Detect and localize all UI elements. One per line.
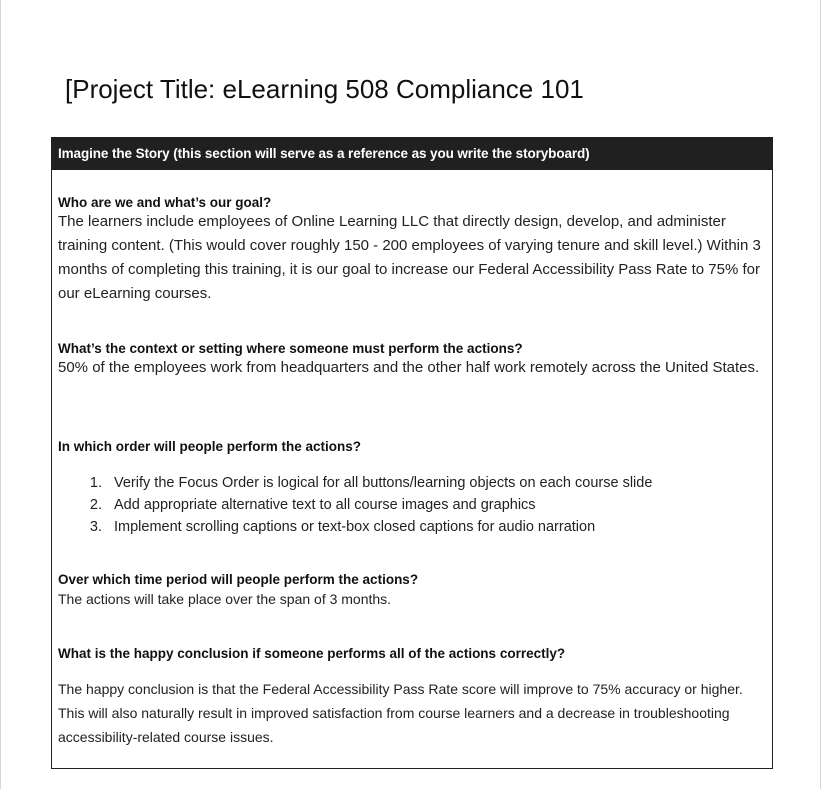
question-heading: What’s the context or setting where someone must perform the actions? (58, 341, 523, 356)
list-item: 2. Add appropriate alternative text to all course images and graphics (106, 494, 766, 516)
section-order (58, 439, 766, 538)
answer-text: The happy conclusion is that the Federal Accessibility Pass Rate score will improve to 75% accuracy or higher. This will also naturally result in improved satisfaction from course learners and a decrease in troubleshooting accessibility-related course issues. (58, 681, 743, 745)
question-heading: Who are we and what’s our goal? (58, 195, 272, 210)
section-time-period (58, 572, 766, 611)
answer-text: The actions will take place over the span of 3 months. (58, 591, 392, 607)
section-context (58, 341, 766, 380)
section-who-and-goal (58, 195, 766, 306)
actions-list (58, 472, 766, 538)
list-item: 1. Verify the Focus Order is logical for all buttons/learning objects on each course slide (106, 472, 766, 494)
question-heading: Over which time period will people perform the actions? (58, 572, 419, 587)
list-item: 3. Implement scrolling captions or text-box closed captions for audio narration (106, 516, 766, 538)
question-heading: In which order will people perform the actions? (58, 439, 362, 454)
story-table (51, 137, 773, 769)
answer-text: 50% of the employees work from headquarters and the other half work remotely across the United States. (58, 359, 760, 376)
answer-text: The learners include employees of Online Learning LLC that directly design, develop, and administer training content. (This would cover roughly 150 - 200 employees of varying tenure and skill level.) Within 3 months of completing this training, it is our goal to increase our Federal Accessibility Pass Rate to 75% for our eLearning courses. (58, 213, 761, 302)
table-header: Imagine the Story (this section will serve as a reference as you write the storyboard) (52, 138, 772, 170)
question-heading: What is the happy conclusion if someone performs all of the actions correctly? (58, 646, 566, 661)
page-title: [Project Title: eLearning 508 Compliance 101 (65, 74, 584, 104)
section-happy-conclusion (58, 646, 766, 749)
